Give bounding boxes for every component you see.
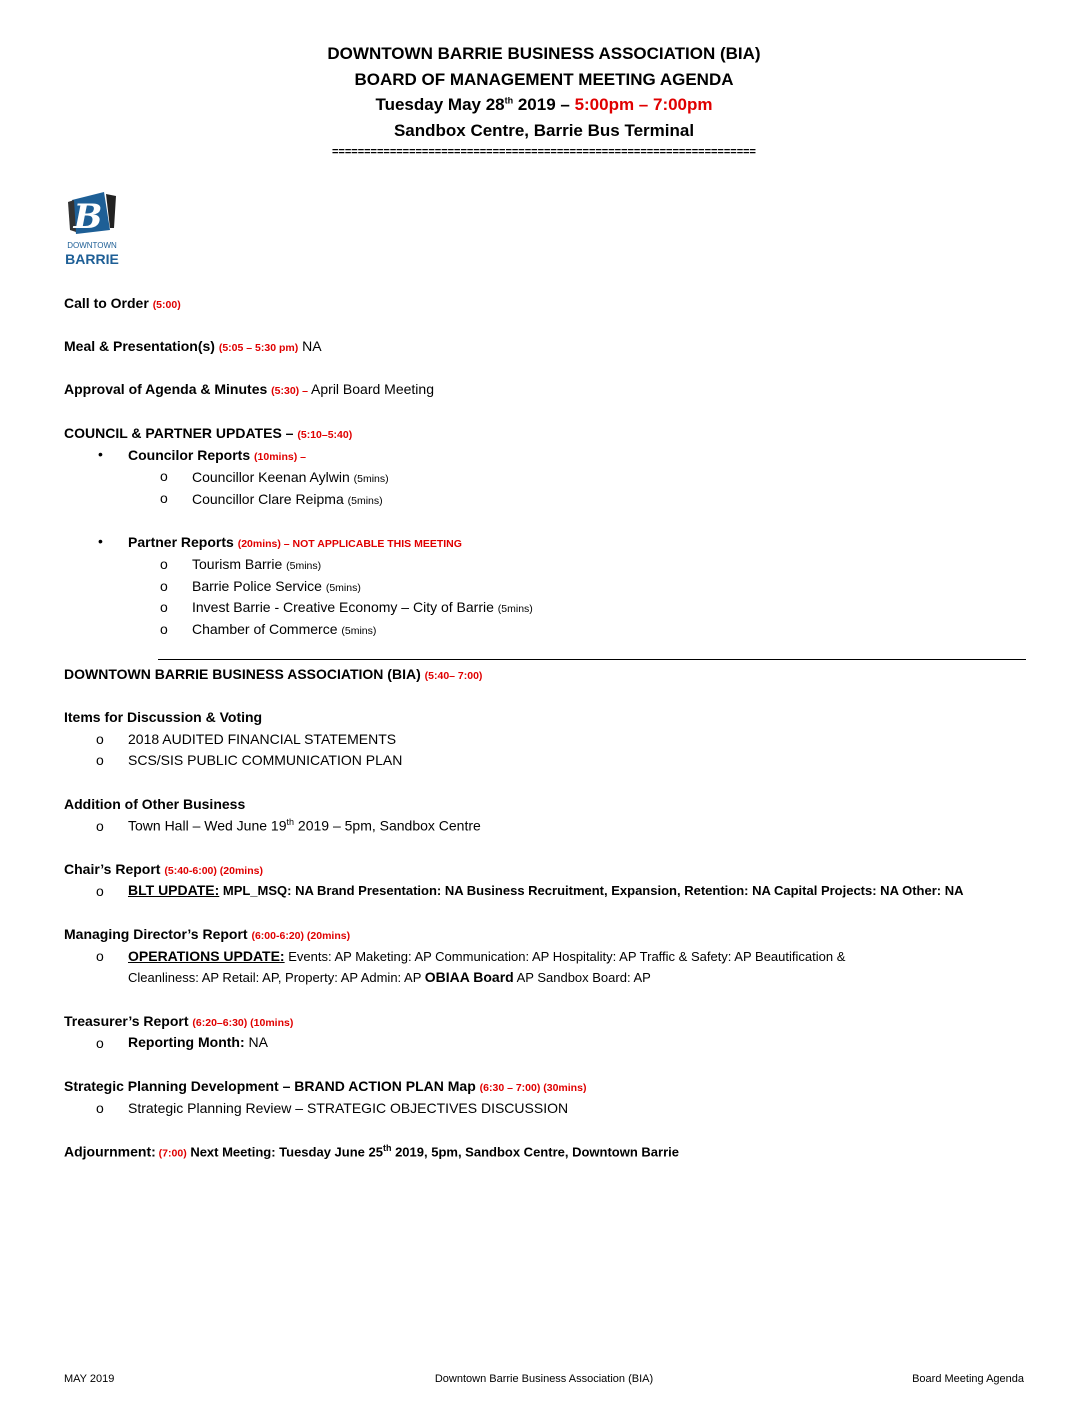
councillor-item: Councillor Keenan Aylwin (5mins) [192,469,389,485]
date-text: Tuesday May 28 [375,95,505,114]
circle-icon: o [96,1100,104,1116]
council-partner-updates: COUNCIL & PARTNER UPDATES – (5:10–5:40) [64,425,353,441]
treasurer-report-heading: Treasurer’s Report (6:20–6:30) (10mins) [64,1013,294,1029]
adjournment: Adjournment: (7:00) Next Meeting: Tuesday June 25th 2019, 5pm, Sandbox Centre, Downtown Barrie [64,1143,679,1160]
title-line-2: BOARD OF MANAGEMENT MEETING AGENDA [354,70,734,89]
partner-item: Tourism Barrie (5mins) [192,556,322,572]
logo-line-1: DOWNTOWN [67,241,117,250]
circle-icon: o [160,599,168,615]
logo-letter: B [73,197,103,237]
reporting-month: Reporting Month: NA [128,1034,268,1050]
other-business-item: Town Hall – Wed June 19th 2019 – 5pm, Sandbox Centre [128,817,481,834]
title-line-1: DOWNTOWN BARRIE BUSINESS ASSOCIATION (BIA) [327,44,761,63]
date-year: 2019 – [513,95,575,114]
meeting-location: Sandbox Centre, Barrie Bus Terminal [393,121,695,140]
councilor-reports: Councilor Reports (10mins) – [128,447,306,463]
strategic-planning-item: Strategic Planning Review – STRATEGIC OBJECTIVES DISCUSSION [128,1100,569,1116]
footer-center: Downtown Barrie Business Association (BIA) [434,1373,654,1385]
circle-icon: o [96,1035,104,1051]
circle-icon: o [96,752,104,768]
bullet-icon: • [98,446,103,462]
strategic-planning-heading: Strategic Planning Development – BRAND ACTION PLAN Map (6:30 – 7:00) (30mins) [64,1078,587,1094]
circle-icon: o [160,578,168,594]
operations-update-cont: Cleanliness: AP Retail: AP, Property: AP Admin: AP OBIAA Board AP Sandbox Board: AP [128,969,651,985]
md-report-heading: Managing Director’s Report (6:00-6:20) (20mins) [64,926,351,942]
other-business-heading: Addition of Other Business [64,796,246,812]
circle-icon: o [160,490,168,506]
discussion-item: SCS/SIS PUBLIC COMMUNICATION PLAN [128,752,403,768]
partner-item: Chamber of Commerce (5mins) [192,621,377,637]
approval-of-agenda: Approval of Agenda & Minutes (5:30) – April Board Meeting [64,381,434,397]
footer-right: Board Meeting Agenda [912,1373,1024,1385]
discussion-item: 2018 AUDITED FINANCIAL STATEMENTS [128,731,397,747]
bia-section-heading: DOWNTOWN BARRIE BUSINESS ASSOCIATION (BIA) (5:40– 7:00) [64,666,483,682]
councillor-item: Councillor Clare Reipma (5mins) [192,491,383,507]
logo-line-2: BARRIE [66,251,119,267]
header-rule: ================================================================== [332,146,756,158]
date-sup: th [504,95,514,106]
downtown-barrie-logo [66,188,122,268]
blt-update: BLT UPDATE: MPL_MSQ: NA Brand Presentation: NA Business Recruitment, Expansion, Retention: NA Capital Projects: NA Other: NA [128,882,964,898]
circle-icon: o [160,556,168,572]
partner-item: Invest Barrie - Creative Economy – City of Barrie (5mins) [192,599,533,615]
meal-presentations: Meal & Presentation(s) (5:05 – 5:30 pm) NA [64,338,322,354]
meeting-time: 5:00pm – 7:00pm [574,95,713,114]
partner-item: Barrie Police Service (5mins) [192,578,361,594]
call-to-order: Call to Order (5:00) [64,295,181,311]
section-divider [158,659,1026,660]
circle-icon: o [96,731,104,747]
discussion-heading: Items for Discussion & Voting [64,709,263,725]
meeting-date [0,95,1088,115]
circle-icon: o [160,468,168,484]
circle-icon: o [96,818,104,834]
circle-icon: o [160,621,168,637]
chair-report-heading: Chair’s Report (5:40-6:00) (20mins) [64,861,263,877]
operations-update: OPERATIONS UPDATE: Events: AP Maketing: AP Communication: AP Hospitality: AP Traffic & Safety: AP Beautification & [128,948,846,964]
circle-icon: o [96,883,104,899]
circle-icon: o [96,948,104,964]
bullet-icon: • [98,533,103,549]
partner-reports: Partner Reports (20mins) – NOT APPLICABLE THIS MEETING [128,534,462,550]
footer-left: MAY 2019 [64,1373,115,1385]
